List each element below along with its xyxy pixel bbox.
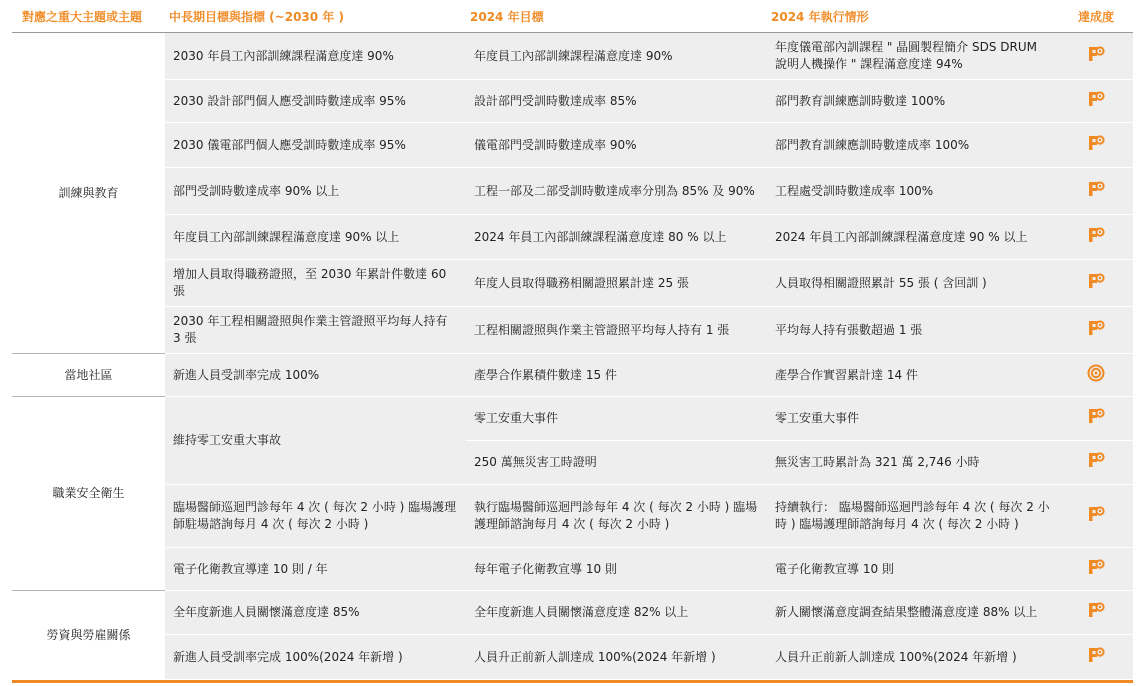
status-cell: [1059, 215, 1133, 260]
header-target-2024: 2024 年目標: [466, 0, 767, 33]
long-term-cell: 部門受訓時數達成率 90% 以上: [165, 168, 466, 215]
table-row: [12, 591, 1133, 635]
target-cell: 全年度新進人員關懷滿意度達 82% 以上: [466, 591, 767, 635]
target-cell: 執行臨場醫師巡迴門診每年 4 次 ( 每次 2 小時 ) 臨場護理師諮詢每月 4 次 ( 每次 2 小時 ): [466, 485, 767, 548]
status-cell: [1059, 548, 1133, 591]
table-row: [12, 485, 1133, 548]
target-cell: 零工安重大事件: [466, 397, 767, 441]
table-row: [12, 354, 1133, 397]
progress-cell: 無災害工時累計為 321 萬 2,746 小時: [767, 441, 1059, 485]
achieved-icon: [1087, 558, 1105, 581]
long-term-cell: 電子化衛教宣導達 10 則 / 年: [165, 548, 466, 591]
progress-cell: 部門教育訓練應訓時數達 100%: [767, 80, 1059, 123]
header-long-term: 中長期目標與指標 (~2030 年 ): [165, 0, 466, 33]
target-cell: 年度人員取得職務相關證照累計達 25 張: [466, 260, 767, 307]
status-cell: [1059, 397, 1133, 441]
long-term-cell: 2030 年工程相關證照與作業主管證照平均每人持有 3 張: [165, 307, 466, 354]
progress-cell: 部門教育訓練應訓時數達成率 100%: [767, 123, 1059, 168]
target-cell: 工程一部及二部受訓時數達成率分別為 85% 及 90%: [466, 168, 767, 215]
progress-cell: 產學合作實習累計達 14 件: [767, 354, 1059, 397]
target-cell: 250 萬無災害工時證明: [466, 441, 767, 485]
long-term-cell: 2030 年員工內部訓練課程滿意度達 90%: [165, 33, 466, 80]
status-cell: [1059, 33, 1133, 80]
topic-cell: 職業安全衛生: [12, 397, 165, 591]
achieved-icon: [1087, 134, 1105, 157]
long-term-cell: 年度員工內部訓練課程滿意度達 90% 以上: [165, 215, 466, 260]
bottom-divider: [12, 680, 1133, 683]
goals-table: [12, 0, 1133, 680]
long-term-cell: 臨場醫師巡迴門診每年 4 次 ( 每次 2 小時 ) 臨場護理師駐場諮詢每月 4 次 ( 每次 2 小時 ): [165, 485, 466, 548]
achieved-icon: [1087, 90, 1105, 113]
target-cell: 人員升正前新人訓達成 100%(2024 年新增 ): [466, 635, 767, 680]
long-term-cell: 2030 儀電部門個人應受訓時數達成率 95%: [165, 123, 466, 168]
progress-cell: 平均每人持有張數超過 1 張: [767, 307, 1059, 354]
progress-cell: 人員取得相關證照累計 55 張 ( 含回訓 ): [767, 260, 1059, 307]
table-row: [12, 33, 1133, 80]
achieved-icon: [1087, 505, 1105, 528]
header-status: 達成度: [1059, 0, 1133, 33]
status-cell: [1059, 354, 1133, 397]
status-cell: [1059, 307, 1133, 354]
long-term-cell: 維持零工安重大事故: [165, 397, 466, 485]
status-cell: [1059, 485, 1133, 548]
progress-cell: 零工安重大事件: [767, 397, 1059, 441]
achieved-icon: [1087, 319, 1105, 342]
table-row: [12, 635, 1133, 680]
long-term-cell: 新進人員受訓率完成 100%: [165, 354, 466, 397]
topic-cell: 勞資與勞雇關係: [12, 591, 165, 680]
progress-cell: 新人關懷滿意度調查結果整體滿意度達 88% 以上: [767, 591, 1059, 635]
target-cell: 儀電部門受訓時數達成率 90%: [466, 123, 767, 168]
long-term-cell: 增加人員取得職務證照，至 2030 年累計件數達 60 張: [165, 260, 466, 307]
progress-cell: 人員升正前新人訓達成 100%(2024 年新增 ): [767, 635, 1059, 680]
status-cell: [1059, 260, 1133, 307]
table-row: [12, 80, 1133, 123]
progress-cell: 年度儀電部內訓課程 " 晶圓製程簡介 SDS DRUM 說明人機操作 " 課程滿意度達 94%: [767, 33, 1059, 80]
status-cell: [1059, 123, 1133, 168]
table-row: [12, 215, 1133, 260]
header-topic: 對應之重大主題或主題: [12, 0, 165, 33]
topic-cell: 訓練與教育: [12, 33, 165, 354]
achieved-icon: [1087, 45, 1105, 68]
target-cell: 產學合作累積件數達 15 件: [466, 354, 767, 397]
long-term-cell: 新進人員受訓率完成 100%(2024 年新增 ): [165, 635, 466, 680]
progress-cell: 2024 年員工內部訓練課程滿意度達 90 % 以上: [767, 215, 1059, 260]
progress-cell: 工程處受訓時數達成率 100%: [767, 168, 1059, 215]
long-term-cell: 全年度新進人員關懷滿意度達 85%: [165, 591, 466, 635]
status-cell: [1059, 80, 1133, 123]
progress-cell: 持續執行： 臨場醫師巡迴門診每年 4 次 ( 每次 2 小時 ) 臨場護理師諮詢每月 4 次 ( 每次 2 小時 ): [767, 485, 1059, 548]
status-cell: [1059, 635, 1133, 680]
table-header: [12, 0, 1133, 33]
status-cell: [1059, 591, 1133, 635]
table-row: [12, 168, 1133, 215]
target-cell: 每年電子化衛教宣導 10 則: [466, 548, 767, 591]
achieved-icon: [1087, 180, 1105, 203]
achieved-icon: [1087, 272, 1105, 295]
table-row: [12, 307, 1133, 354]
status-cell: [1059, 441, 1133, 485]
target-cell: 工程相關證照與作業主管證照平均每人持有 1 張: [466, 307, 767, 354]
table-row: [12, 123, 1133, 168]
achieved-icon: [1087, 226, 1105, 249]
table-row: [12, 548, 1133, 591]
status-cell: [1059, 168, 1133, 215]
achieved-icon: [1087, 407, 1105, 430]
in-progress-icon: [1087, 364, 1105, 387]
progress-cell: 電子化衛教宣導 10 則: [767, 548, 1059, 591]
target-cell: 設計部門受訓時數達成率 85%: [466, 80, 767, 123]
target-cell: 2024 年員工內部訓練課程滿意度達 80 % 以上: [466, 215, 767, 260]
header-progress-2024: 2024 年執行情形: [767, 0, 1059, 33]
achieved-icon: [1087, 646, 1105, 669]
target-cell: 年度員工內部訓練課程滿意度達 90%: [466, 33, 767, 80]
table-row: [12, 260, 1133, 307]
long-term-cell: 2030 設計部門個人應受訓時數達成率 95%: [165, 80, 466, 123]
table-body: [12, 33, 1133, 680]
achieved-icon: [1087, 601, 1105, 624]
achieved-icon: [1087, 451, 1105, 474]
topic-cell: 當地社區: [12, 354, 165, 397]
table-row: [12, 397, 1133, 441]
